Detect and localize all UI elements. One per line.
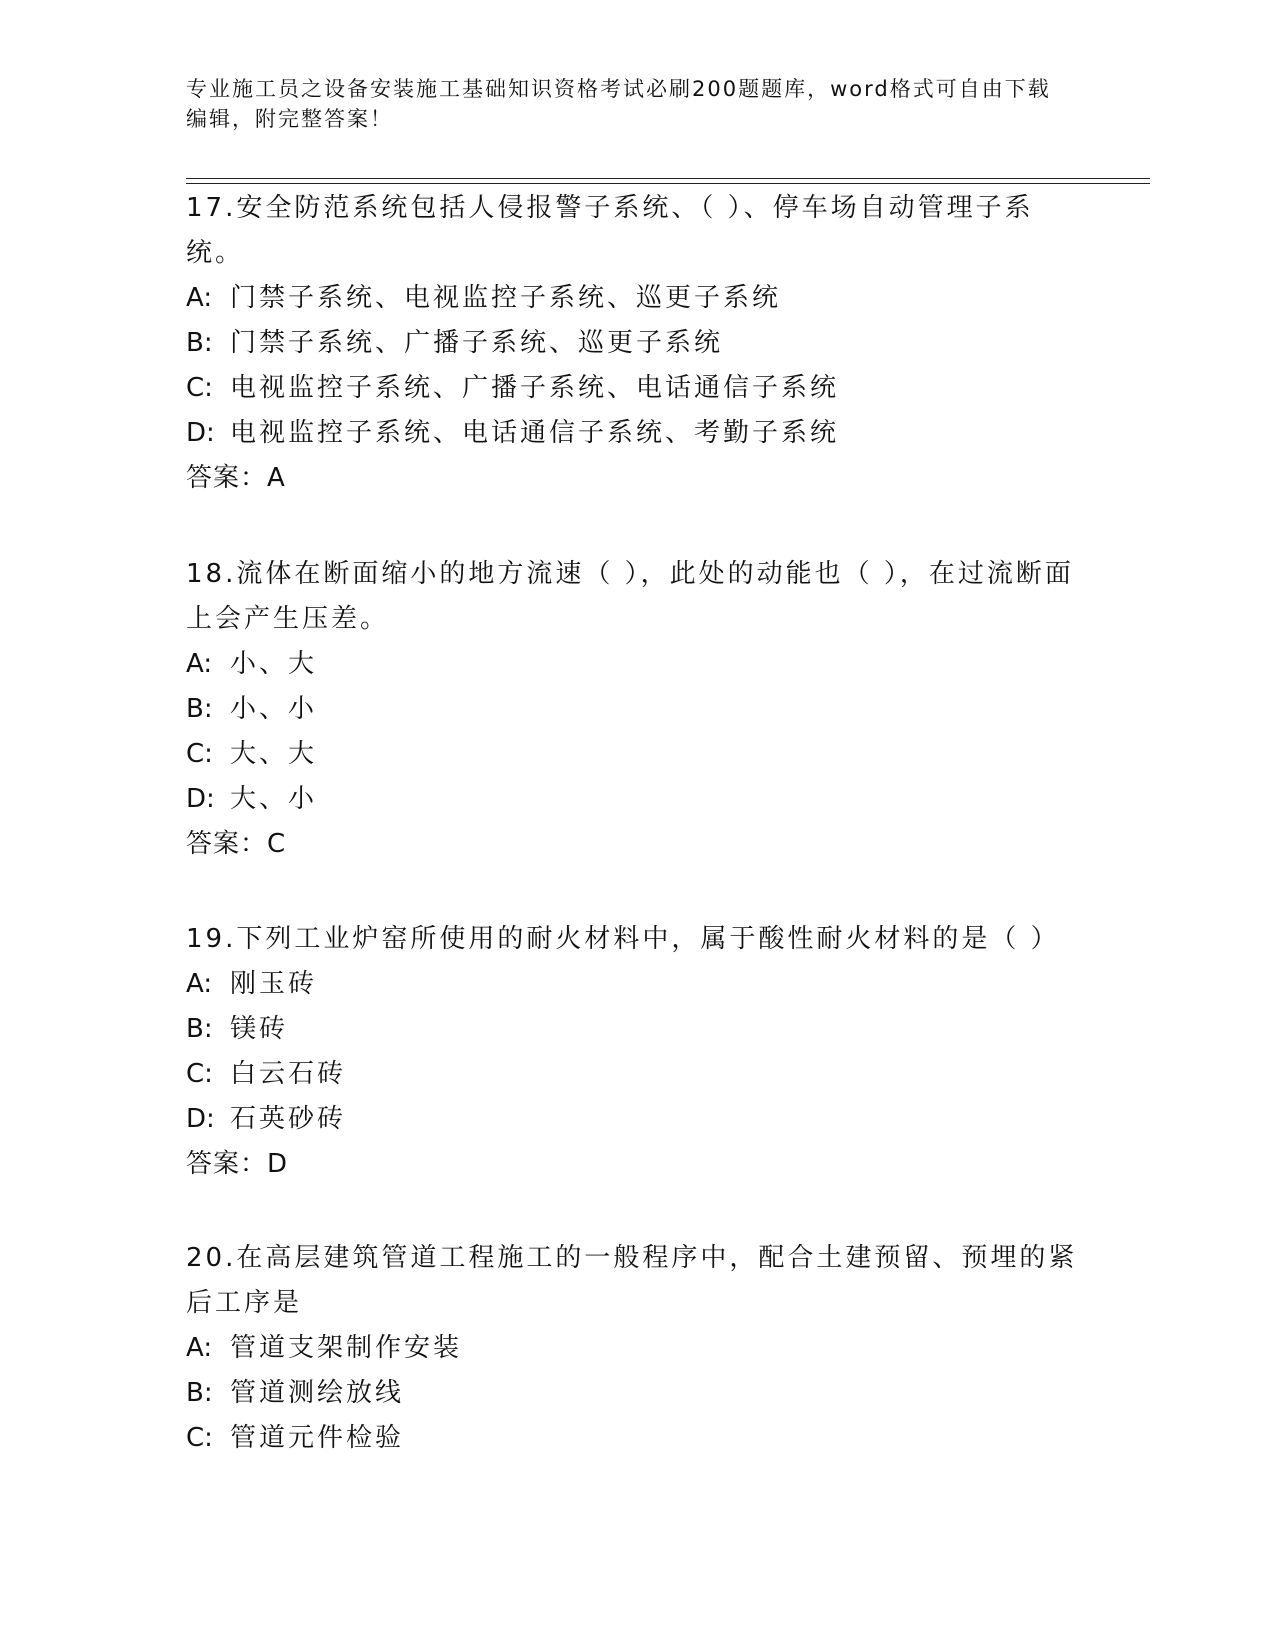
answer-line: 答案：A [186, 463, 286, 493]
option-b [186, 1007, 1086, 1052]
option-text: 管道元件检验 [230, 1423, 405, 1453]
question-stem: 17.安全防范系统包括人侵报警子系统、（ ）、停车场自动管理子系统。 [186, 193, 1034, 268]
option-text: 小、小 [230, 694, 318, 724]
option-a [186, 276, 1086, 321]
option-text: 石英砂砖 [230, 1104, 347, 1134]
answer-line: 答案：D [186, 1149, 289, 1179]
option-text: 电视监控子系统、广播子系统、电话通信子系统 [230, 373, 840, 403]
option-key: A: [186, 1333, 213, 1363]
option-key: B: [186, 1014, 213, 1044]
option-text: 大、大 [230, 739, 318, 769]
option-key: A: [186, 969, 213, 999]
question-stem: 20.在高层建筑管道工程施工的一般程序中，配合土建预留、预埋的紧后工序是 [186, 1243, 1078, 1318]
option-b [186, 687, 1086, 732]
option-key: C: [186, 739, 213, 769]
answer-line: 答案：C [186, 829, 287, 859]
option-text: 门禁子系统、电视监控子系统、巡更子系统 [230, 283, 782, 313]
option-d [186, 411, 1086, 456]
question-17 [186, 186, 1086, 501]
question-18 [186, 552, 1086, 867]
header-divider-top [186, 178, 1150, 179]
option-c [186, 732, 1086, 777]
option-key: A: [186, 283, 213, 313]
option-text: 门禁子系统、广播子系统、巡更子系统 [230, 328, 724, 358]
option-text: 管道支架制作安装 [230, 1333, 463, 1363]
option-key: D: [186, 1104, 215, 1134]
option-a [186, 962, 1086, 1007]
question-stem: 18.流体在断面缩小的地方流速（ ），此处的动能也（ ），在过流断面上会产生压差。 [186, 559, 1074, 634]
option-key: C: [186, 1423, 213, 1453]
option-b [186, 1371, 1086, 1416]
document-header: 专业施工员之设备安装施工基础知识资格考试必刷200题题库，word格式可自由下载编辑，附完整答案！ [186, 77, 1051, 131]
option-a [186, 642, 1086, 687]
option-text: 镁砖 [230, 1014, 289, 1044]
option-key: C: [186, 1059, 213, 1089]
option-text: 管道测绘放线 [230, 1378, 405, 1408]
option-d [186, 1097, 1086, 1142]
option-key: B: [186, 1378, 213, 1408]
question-20 [186, 1236, 1086, 1461]
question-19 [186, 917, 1086, 1187]
option-d [186, 777, 1086, 822]
option-c [186, 366, 1086, 411]
option-key: A: [186, 649, 213, 679]
option-text: 大、小 [230, 784, 318, 814]
option-c [186, 1052, 1086, 1097]
option-text: 白云石砖 [230, 1059, 347, 1089]
option-key: B: [186, 694, 213, 724]
question-stem: 19.下列工业炉窑所使用的耐火材料中，属于酸性耐火材料的是（ ） [186, 924, 1060, 954]
option-a [186, 1326, 1086, 1371]
option-b [186, 321, 1086, 366]
option-key: D: [186, 784, 215, 814]
option-key: B: [186, 328, 213, 358]
option-text: 电视监控子系统、电话通信子系统、考勤子系统 [230, 418, 840, 448]
option-c [186, 1416, 1086, 1461]
header-divider-bottom [186, 183, 1150, 184]
option-text: 刚玉砖 [230, 969, 318, 999]
option-key: C: [186, 373, 213, 403]
option-text: 小、大 [230, 649, 318, 679]
option-key: D: [186, 418, 215, 448]
